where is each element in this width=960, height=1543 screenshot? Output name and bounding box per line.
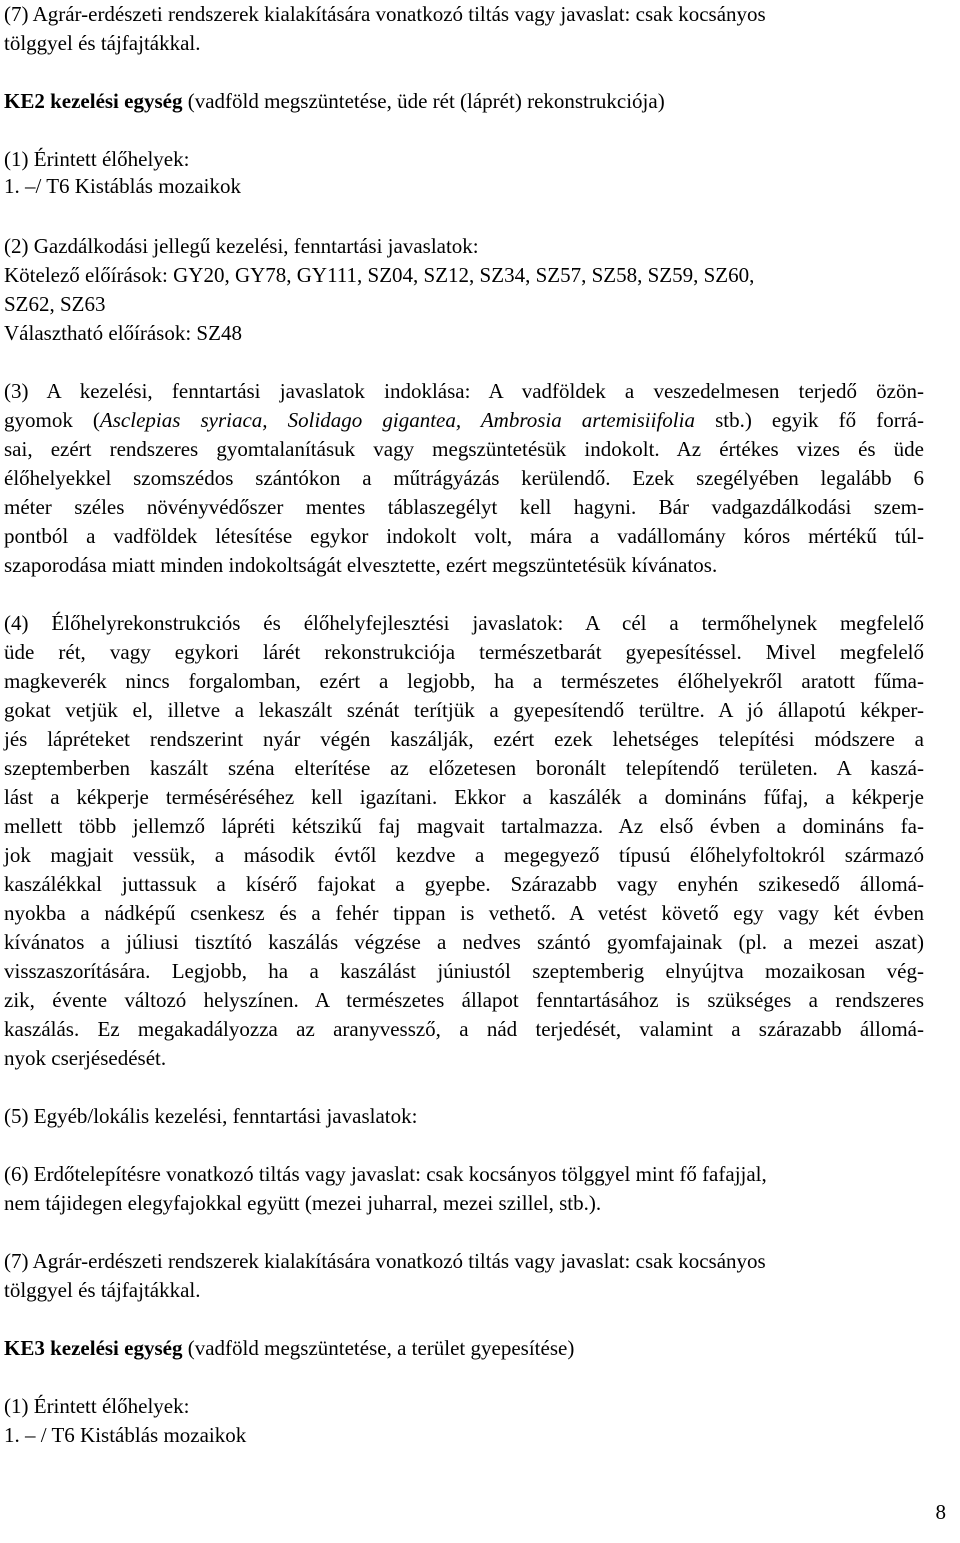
ke2-p2-optional: Választható előírások: SZ48: [4, 321, 242, 345]
ke2-p4-line: gokat vetjük el, illetve a lekaszált szénát terítjük a gyepesítendő terültre. A jó állapotú kékper-: [4, 698, 924, 722]
ke2-p4-line: szeptemberben kaszált széna elterítése az előzetesen boronált telepítendő területen. A kaszá-: [4, 756, 924, 780]
ke2-p4-line: kaszálás. Ez megakadályozza az aranyvessző, a nád terjedését, valamint a szárazabb állomá-: [4, 1017, 924, 1041]
ke2-p4-line: jés lápréteket rendszerint nyár végén kaszálják, ezért ezek lehetséges telepítési módszere a: [4, 727, 924, 751]
ke2-p3-line2: gyomok (Asclepias syriaca, Solidago gigantea, Ambrosia artemisiifolia stb.) egyik fő forrá-: [4, 408, 925, 432]
ke2-p4-line: jok magjait vessük, a második évtől kezdve a megegyező típusú élőhelyfoltokról származó: [4, 843, 924, 867]
ke2-p7-line2: tölggyel és tájfajtákkal.: [4, 1278, 201, 1302]
ke2-p2-mandatory-line2: SZ62, SZ63: [4, 292, 106, 316]
ke2-p3-line4: élőhelyekkel szomszédos szántókon a műtrágyázás kerülendő. Ezek szegélyében legalább 6: [4, 466, 924, 490]
ke2-p3-line6: pontból a vadföldek létesítése egykor indokolt volt, mára a vadállomány kóros mértékű túl-: [4, 524, 924, 548]
ke2-heading-bold: KE2 kezelési egység: [4, 89, 183, 113]
ke2-habitat-1: 1. –/ T6 Kistáblás mozaikok: [4, 174, 241, 198]
ke2-p4-line: mellett több jellemző lápréti kétszikű faj magvait tartalmazza. Az első évben a domináns fa-: [4, 814, 924, 838]
ke2-p6-line1: (6) Erdőtelepítésre vonatkozó tiltás vagy javaslat: csak kocsányos tölggyel mint fő fafajjal,: [4, 1162, 767, 1186]
ke3-heading-rest: (vadföld megszüntetése, a terület gyepesítése): [182, 1336, 575, 1360]
ke2-p3-line3: sai, ezért rendszeres gyomtalanításuk vagy megszüntetésük indokolt. Az értékes vizes és üde: [4, 437, 924, 461]
prev-section-p7-line1: (7) Agrár-erdészeti rendszerek kialakítására vonatkozó tiltás vagy javaslat: csak kocsányos: [4, 2, 766, 26]
ke2-p4-line: kívánatos a júliusi tisztító kaszálás végzése a nedves szántó gyomfajainak (pl. a mezei aszat): [4, 930, 924, 954]
ke3-habitat-1: 1. – / T6 Kistáblás mozaikok: [4, 1423, 247, 1447]
ke2-p4-line-last: nyok cserjésedését.: [4, 1046, 167, 1070]
page-number: 8: [935, 1500, 946, 1524]
ke2-p4-line: (4) Élőhelyrekonstrukciós és élőhelyfejlesztési javaslatok: A cél a termőhelynek megfelelő: [4, 611, 924, 635]
species-list-italic: Asclepias syriaca, Solidago gigantea, Ambrosia artemisiifolia: [99, 408, 695, 432]
ke2-p4-line: magkeverék nincs forgalomban, ezért a legjobb, ha a természetes élőhelyekről aratott fűma-: [4, 669, 924, 693]
ke3-heading: [4, 1334, 574, 1363]
ke3-habitats-label: (1) Érintett élőhelyek:: [4, 1394, 190, 1418]
ke2-p5: (5) Egyéb/lokális kezelési, fenntartási javaslatok:: [4, 1104, 418, 1128]
ke3-heading-bold: KE3 kezelési egység: [4, 1336, 183, 1360]
ke2-p4-line: visszaszorítására. Legjobb, ha a kaszálást júniustól szeptemberig elnyújtva mozaikosan vég-: [4, 959, 924, 983]
ke2-p2-heading: (2) Gazdálkodási jellegű kezelési, fenntartási javaslatok:: [4, 234, 479, 258]
ke2-p3-line7: szaporodása miatt minden indokoltságát elvesztette, ezért megszüntetésük kívánatos.: [4, 553, 718, 577]
ke2-p6-line2: nem tájidegen elegyfajokkal együtt (mezei juharral, mezei szillel, stb.).: [4, 1191, 602, 1215]
ke2-p3-line1: (3) A kezelési, fenntartási javaslatok indoklása: A vadföldek a veszedelmesen terjedő özön-: [4, 379, 924, 403]
ke2-habitats-label: (1) Érintett élőhelyek:: [4, 147, 190, 171]
ke2-p4-line: zik, évente változó helyszínen. A természetes állapot fenntartásához is szükséges a rendszeres: [4, 988, 924, 1012]
ke2-p3-line5: méter széles növényvédőszer mentes táblaszegélyt kell hagyni. Bár vadgazdálkodási szem-: [4, 495, 924, 519]
ke2-p4-line: nyokba a nádképű csenkesz és a fehér tippan is vethető. A vetést követő egy vagy két évben: [4, 901, 924, 925]
ke2-p7-line1: (7) Agrár-erdészeti rendszerek kialakítására vonatkozó tiltás vagy javaslat: csak kocsányos: [4, 1249, 766, 1273]
ke2-p4-line: lást a kékperje terméséréséhez kell igazítani. Ekkor a kaszálék a domináns fűfaj, a kékperje: [4, 785, 924, 809]
ke2-heading-rest: (vadföld megszüntetése, üde rét (láprét) rekonstrukciója): [182, 89, 665, 113]
ke2-heading: [4, 87, 665, 116]
prev-section-p7-line2: tölggyel és tájfajtákkal.: [4, 31, 201, 55]
ke2-p4-line: üde rét, vagy egykori lárét rekonstrukciója természetbarát gyepesítéssel. Mivel megfelelő: [4, 640, 924, 664]
ke2-p2-mandatory-line1: Kötelező előírások: GY20, GY78, GY111, SZ04, SZ12, SZ34, SZ57, SZ58, SZ59, SZ60,: [4, 263, 755, 287]
ke2-p4-line: kaszálékkal juttassuk a kísérő fajokat a gyepbe. Szárazabb vagy enyhén szikesedő állomá-: [4, 872, 924, 896]
